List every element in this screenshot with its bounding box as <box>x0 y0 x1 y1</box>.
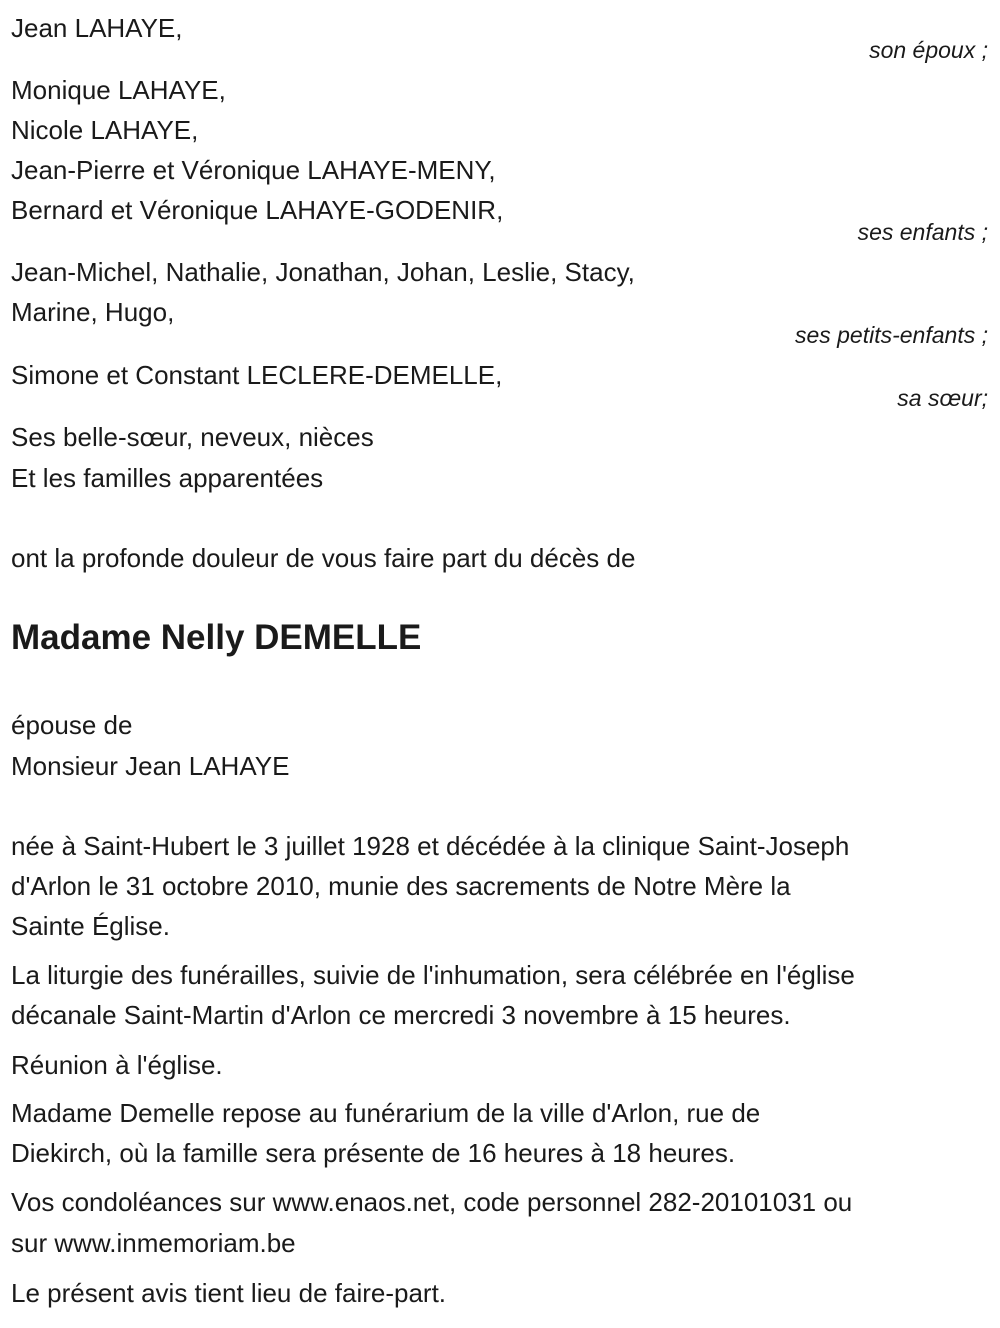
family-member: Et les familles apparentées <box>11 463 324 493</box>
family-member: Nicole LAHAYE, <box>11 115 199 145</box>
detail-line: décanale Saint-Martin d'Arlon ce mercredi 3 novembre à 15 heures. <box>11 1000 791 1030</box>
detail-line: Réunion à l'église. <box>11 1050 223 1080</box>
family-member: Marine, Hugo, <box>11 297 175 327</box>
detail-line: Vos condoléances sur www.enaos.net, code personnel 282-20101031 ou <box>11 1187 853 1217</box>
detail-line: sur www.inmemoriam.be <box>11 1228 296 1258</box>
family-member: Jean-Pierre et Véronique LAHAYE-MENY, <box>11 155 496 185</box>
detail-line: Madame Demelle repose au funérarium de la ville d'Arlon, rue de <box>11 1098 761 1128</box>
deceased-name: Madame Nelly DEMELLE <box>11 618 422 657</box>
spouse-line: épouse de <box>11 710 133 740</box>
detail-line: Le présent avis tient lieu de faire-part. <box>11 1278 447 1308</box>
detail-line: Diekirch, où la famille sera présente de 16 heures à 18 heures. <box>11 1138 736 1168</box>
relation-label: ses petits-enfants ; <box>794 322 988 348</box>
relation-label: ses enfants ; <box>857 219 988 245</box>
relation-label: son époux ; <box>869 37 988 63</box>
detail-line: La liturgie des funérailles, suivie de l'inhumation, sera célébrée en l'église <box>11 960 855 990</box>
detail-line: d'Arlon le 31 octobre 2010, munie des sacrements de Notre Mère la <box>11 871 791 901</box>
announcement-text: ont la profonde douleur de vous faire part du décès de <box>11 543 636 573</box>
family-member: Jean-Michel, Nathalie, Jonathan, Johan, Leslie, Stacy, <box>11 257 635 287</box>
family-member: Jean LAHAYE, <box>11 13 183 43</box>
relation-label: sa sœur; <box>897 385 988 411</box>
family-member: Simone et Constant LECLERE-DEMELLE, <box>11 360 503 390</box>
family-member: Monique LAHAYE, <box>11 75 226 105</box>
spouse-line: Monsieur Jean LAHAYE <box>11 751 290 781</box>
detail-line: Sainte Église. <box>11 911 170 941</box>
family-member: Bernard et Véronique LAHAYE-GODENIR, <box>11 195 504 225</box>
detail-line: née à Saint-Hubert le 3 juillet 1928 et décédée à la clinique Saint-Joseph <box>11 831 850 861</box>
family-member: Ses belle-sœur, neveux, nièces <box>11 422 374 452</box>
